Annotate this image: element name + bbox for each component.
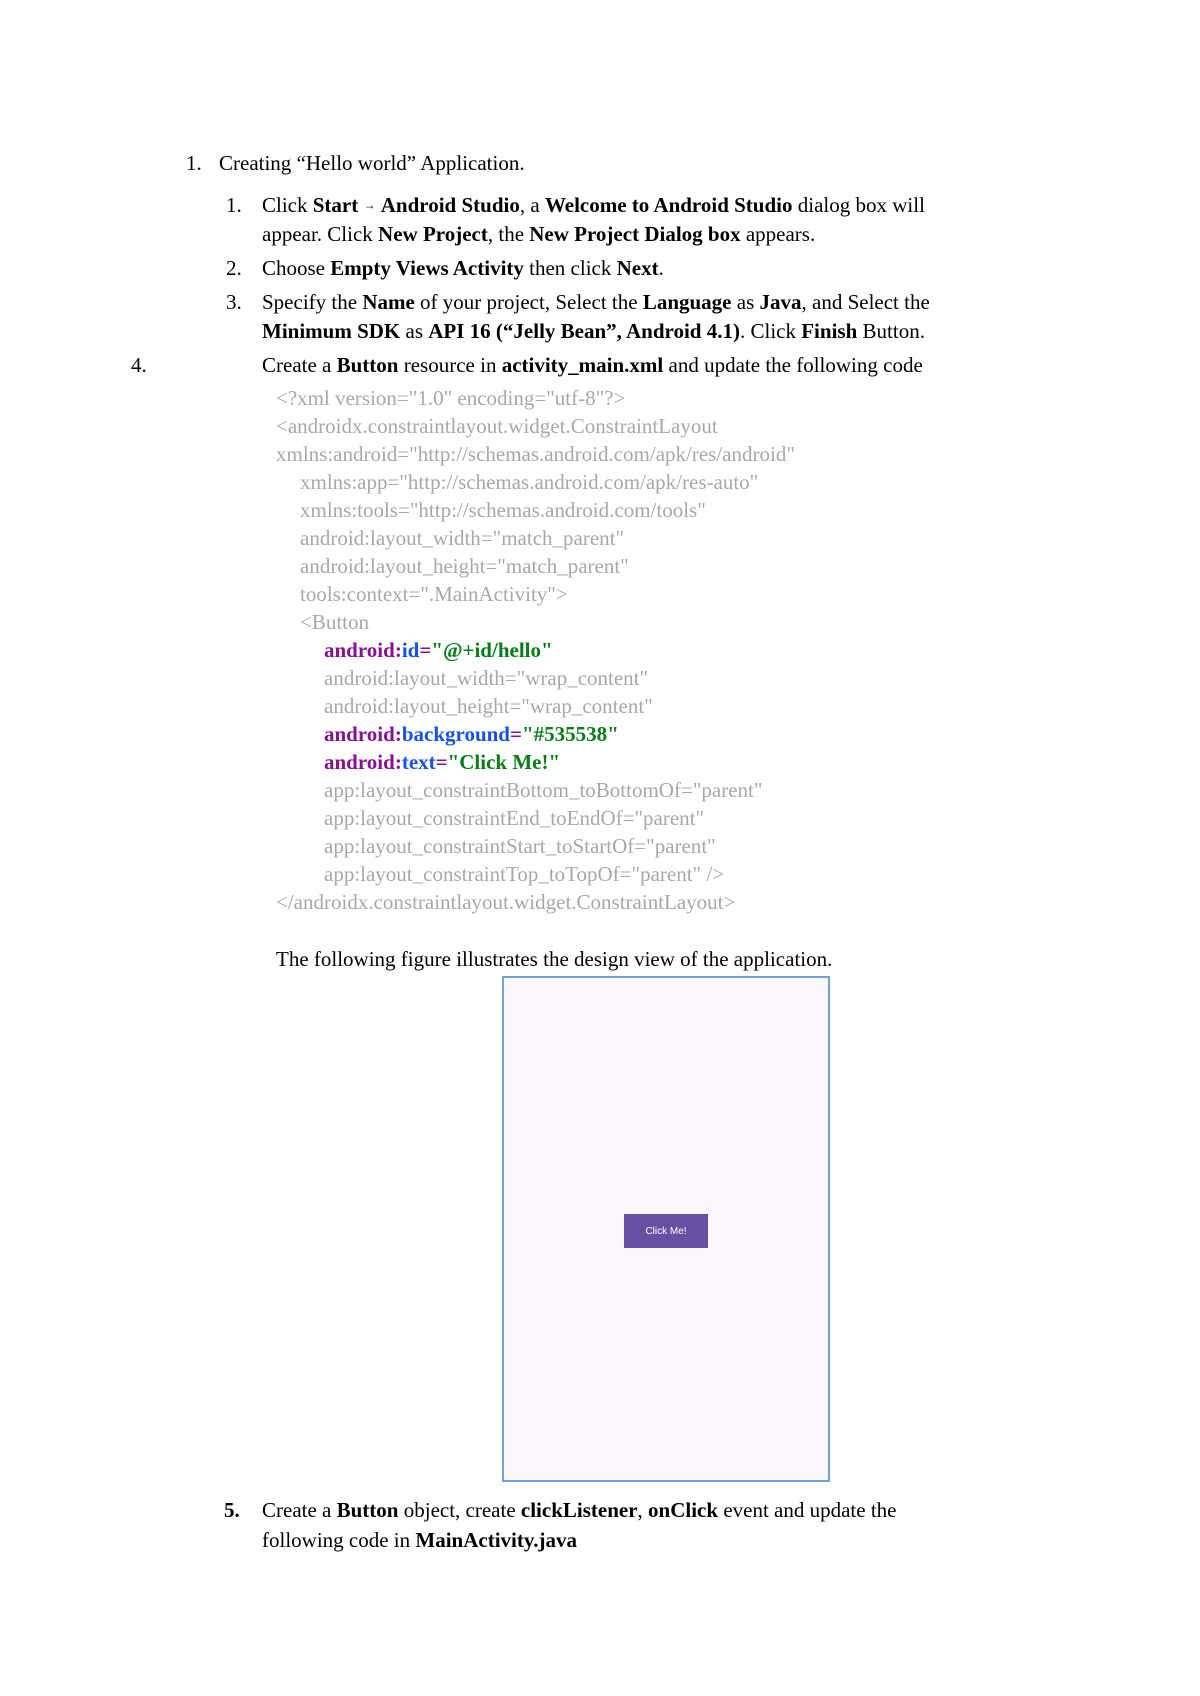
step-1-line-2: appear. Click New Project, the New Project Dialog box appears. [262, 222, 816, 246]
code-line: xmlns:android="http://schemas.android.com/apk/res/android" [276, 442, 795, 466]
code-line: </androidx.constraintlayout.widget.ConstraintLayout> [276, 890, 736, 914]
code-line: android:layout_height="match_parent" [300, 554, 629, 578]
step-number-1: 1. [226, 193, 242, 217]
step-2-line: Choose Empty Views Activity then click Next. [262, 256, 664, 280]
list-number-4: 4. [131, 353, 147, 377]
step-3-line-1: Specify the Name of your project, Select the Language as Java, and Select the [262, 290, 930, 314]
figure-caption: The following figure illustrates the design view of the application. [276, 947, 833, 971]
code-line: app:layout_constraintEnd_toEndOf="parent" [324, 806, 705, 830]
step-number-3: 3. [226, 290, 242, 314]
code-line: android:layout_width="wrap_content" [324, 666, 649, 690]
step-4-line: Create a Button resource in activity_main.xml and update the following code [262, 353, 923, 377]
code-line: <?xml version="1.0" encoding="utf-8"?> [276, 386, 626, 410]
code-line: <androidx.constraintlayout.widget.ConstraintLayout [276, 414, 718, 438]
heading-creating-hello-world: Creating “Hello world” Application. [219, 151, 525, 175]
design-view-preview [502, 976, 830, 1482]
step-5-line-1: Create a Button object, create clickListener, onClick event and update the [262, 1498, 897, 1522]
code-line: android:layout_height="wrap_content" [324, 694, 653, 718]
step-3-line-2: Minimum SDK as API 16 (“Jelly Bean”, Android 4.1). Click Finish Button. [262, 319, 925, 343]
code-line: <Button [300, 610, 370, 634]
code-line: xmlns:app="http://schemas.android.com/apk/res-auto" [300, 470, 759, 494]
code-line: app:layout_constraintTop_toTopOf="parent" /> [324, 862, 725, 886]
code-line: app:layout_constraintStart_toStartOf="parent" [324, 834, 716, 858]
step-1-line-1: Click Start → Android Studio, a Welcome to Android Studio dialog box will [262, 193, 925, 217]
code-line-highlight: android:text="Click Me!" [324, 750, 561, 774]
code-line-highlight: android:id="@+id/hello" [324, 638, 553, 662]
list-number-5: 5. [224, 1498, 240, 1522]
code-line: android:layout_width="match_parent" [300, 526, 625, 550]
list-number-1: 1. [186, 151, 202, 175]
arrow-icon: → [363, 198, 376, 212]
code-line-highlight: android:background="#535538" [324, 722, 619, 746]
click-me-button[interactable]: Click Me! [624, 1214, 708, 1248]
code-line: xmlns:tools="http://schemas.android.com/tools" [300, 498, 706, 522]
code-line: tools:context=".MainActivity"> [300, 582, 568, 606]
step-5-line-2: following code in MainActivity.java [262, 1528, 577, 1552]
step-number-2: 2. [226, 256, 242, 280]
code-line: app:layout_constraintBottom_toBottomOf="parent" [324, 778, 763, 802]
